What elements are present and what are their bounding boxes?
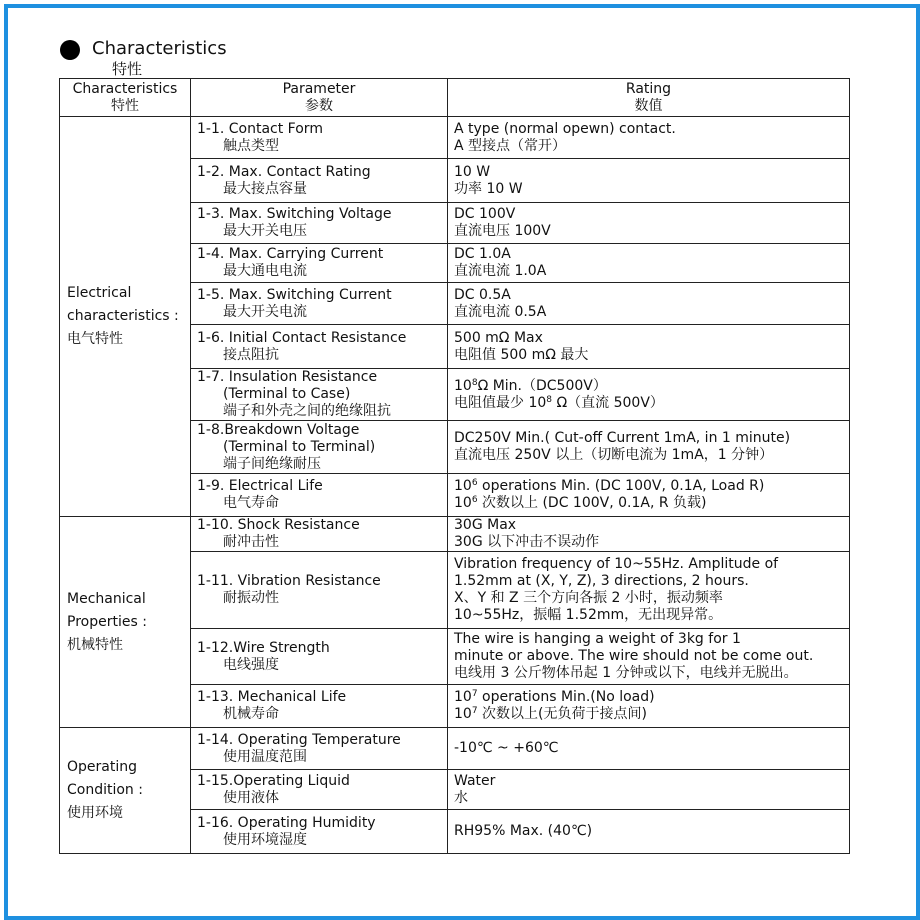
parameter-name: 1-13. Mechanical Life	[197, 689, 347, 705]
parameter-cell	[191, 810, 448, 854]
rating-text: 次数以上 (DC 100V, 0.1A, R 负载)	[477, 495, 707, 511]
rating-line: 1.52mm at (X, Y, Z), 3 directions, 2 hours.	[454, 573, 749, 589]
parameter-name: 1-12.Wire Strength	[197, 639, 330, 656]
parameter-name: 1-8.Breakdown Voltage	[197, 421, 360, 438]
parameter-name: 1-3. Max. Switching Voltage	[197, 206, 392, 222]
rating-line: Water	[454, 772, 496, 789]
rating-text: 10	[454, 478, 472, 494]
parameter-name: (Terminal to Case)	[223, 386, 351, 402]
rating-line: 直流电压 100V	[454, 223, 551, 239]
rating-cell	[448, 244, 850, 283]
rating-text: 电阻值最少 10	[454, 394, 547, 411]
parameter-name: 1-6. Initial Contact Resistance	[197, 329, 407, 346]
rating-cell	[448, 325, 850, 369]
exponent: 7	[471, 689, 478, 699]
parameter-name-cn: 耐振动性	[223, 590, 279, 606]
category-label: Properties :	[67, 613, 147, 630]
rating-text: 10	[454, 495, 472, 511]
rating-cell	[448, 728, 850, 770]
table-header-row	[60, 79, 850, 117]
parameter-cell	[191, 325, 448, 369]
rating-text: 10	[454, 706, 472, 722]
parameter-name-cn: 使用温度范围	[223, 748, 307, 765]
rating-line: 直流电流 0.5A	[454, 303, 547, 320]
rating-text: operations Min.(No load)	[477, 689, 655, 705]
rating-line: RH95% Max. (40℃)	[454, 823, 593, 839]
parameter-name-cn: 最大开关电流	[223, 303, 307, 320]
rating-line: Vibration frequency of 10~55Hz. Amplitude of	[454, 556, 779, 572]
rating-line: A 型接点（常开）	[454, 137, 567, 154]
rating-line	[454, 706, 843, 723]
rating-line	[454, 395, 843, 412]
rating-cell	[448, 203, 850, 244]
rating-text: 10	[454, 377, 472, 394]
rating-line: DC 0.5A	[454, 286, 511, 303]
parameter-name-cn: 接点阻抗	[223, 346, 279, 363]
rating-cell	[448, 629, 850, 685]
category-label: Condition :	[67, 782, 143, 798]
rating-line	[454, 689, 843, 706]
category-cell	[60, 728, 191, 854]
category-label: Electrical	[67, 285, 132, 301]
category-label: Mechanical	[67, 590, 146, 607]
table-row	[60, 728, 850, 770]
category-cell	[60, 117, 191, 517]
parameter-cell	[191, 244, 448, 283]
rating-cell	[448, 117, 850, 159]
rating-line: 30G 以下冲击不误动作	[454, 534, 600, 550]
category-label: Operating	[67, 759, 137, 775]
parameter-name: 1-9. Electrical Life	[197, 478, 323, 494]
rating-cell	[448, 283, 850, 325]
rating-cell	[448, 770, 850, 810]
rating-text: 次数以上(无负荷于接点间)	[477, 706, 647, 722]
rating-line: 500 mΩ Max	[454, 329, 543, 346]
rating-line: DC 1.0A	[454, 246, 511, 262]
parameter-cell	[191, 203, 448, 244]
rating-line: 功率 10 W	[454, 180, 523, 197]
rating-line: minute or above. The wire should not be come out.	[454, 648, 814, 664]
rating-line: -10℃ ~ +60℃	[454, 740, 559, 756]
table-row	[60, 117, 850, 159]
rating-cell	[448, 810, 850, 854]
rating-line: DC250V Min.( Cut-off Current 1mA, in 1 minute)	[454, 430, 791, 446]
exponent: 6	[471, 478, 478, 488]
parameter-name-cn: 耐冲击性	[223, 534, 279, 550]
characteristics-table	[59, 78, 850, 854]
parameter-name-cn: 触点类型	[223, 137, 279, 154]
rating-line: 10~55Hz，振幅 1.52mm，无出现异常。	[454, 607, 723, 623]
parameter-name: 1-5. Max. Switching Current	[197, 286, 392, 303]
rating-line: 直流电流 1.0A	[454, 263, 547, 279]
category-label: characteristics :	[67, 308, 179, 324]
rating-line	[454, 378, 843, 395]
exponent: 8	[546, 394, 552, 405]
rating-cell	[448, 369, 850, 421]
parameter-cell	[191, 552, 448, 629]
parameter-name: 1-2. Max. Contact Rating	[197, 163, 371, 180]
rating-line: 30G Max	[454, 517, 517, 533]
parameter-name-cn: 使用液体	[223, 789, 279, 806]
category-label: 机械特性	[67, 636, 123, 653]
rating-cell	[448, 421, 850, 474]
rating-text: Ω（直流 500V）	[552, 394, 664, 411]
rating-line: 电阻值 500 mΩ 最大	[454, 346, 589, 363]
parameter-cell	[191, 517, 448, 552]
parameter-cell	[191, 685, 448, 728]
rating-cell	[448, 685, 850, 728]
rating-cell	[448, 517, 850, 552]
rating-text: 10	[454, 689, 472, 705]
parameter-cell	[191, 421, 448, 474]
bullet-icon	[60, 40, 80, 60]
table-row	[60, 517, 850, 552]
parameter-name: 1-15.Operating Liquid	[197, 772, 350, 789]
parameter-name-cn: 最大通电电流	[223, 263, 307, 279]
parameter-name-cn: 使用环境湿度	[223, 831, 307, 848]
parameter-name: 1-14. Operating Temperature	[197, 731, 401, 748]
parameter-name-cn: 端子间绝缘耐压	[223, 455, 321, 472]
header-parameter-cn: 参数	[305, 97, 333, 114]
parameter-cell	[191, 728, 448, 770]
rating-text: operations Min. (DC 100V, 0.1A, Load R)	[477, 478, 765, 494]
parameter-name-cn: 最大开关电压	[223, 223, 307, 239]
header-characteristics-cn: 特性	[111, 97, 139, 114]
section-title-cn: 特性	[112, 60, 143, 78]
exponent: 8	[471, 377, 478, 388]
rating-cell	[448, 159, 850, 203]
parameter-name: 1-7. Insulation Resistance	[197, 369, 378, 385]
parameter-name-cn: 电气寿命	[223, 495, 279, 511]
parameter-cell	[191, 629, 448, 685]
rating-line: A type (normal opewn) contact.	[454, 120, 676, 137]
rating-cell	[448, 552, 850, 629]
header-parameter-en: Parameter	[282, 80, 356, 97]
header-rating-cn: 数值	[634, 97, 663, 114]
parameter-cell	[191, 770, 448, 810]
header-rating-en: Rating	[625, 80, 672, 97]
parameter-name-cn: 端子和外壳之间的绝缘阻抗	[223, 403, 391, 419]
parameter-cell	[191, 474, 448, 517]
rating-line: X、Y 和 Z 三个方向各振 2 小时，振动频率	[454, 590, 723, 606]
parameter-cell	[191, 117, 448, 159]
rating-line	[454, 495, 843, 512]
parameter-name: 1-1. Contact Form	[197, 120, 323, 137]
parameter-name-cn: 机械寿命	[223, 706, 279, 722]
parameter-name-cn: 最大接点容量	[223, 180, 307, 197]
parameter-name: 1-10. Shock Resistance	[197, 517, 360, 533]
rating-line	[454, 478, 843, 495]
header-characteristics-en: Characteristics	[72, 80, 178, 97]
rating-line: 10 W	[454, 163, 491, 180]
rating-line: 水	[454, 789, 468, 806]
parameter-cell	[191, 369, 448, 421]
rating-cell	[448, 474, 850, 517]
exponent: 6	[471, 495, 478, 505]
section-title-en: Characteristics	[92, 38, 227, 59]
header-characteristics	[60, 79, 191, 117]
parameter-name-cn: 电线强度	[223, 656, 279, 673]
header-parameter	[191, 79, 448, 117]
rating-line: The wire is hanging a weight of 3kg for 1	[454, 631, 741, 647]
exponent: 7	[471, 706, 478, 716]
header-rating	[448, 79, 850, 117]
parameter-name: 1-11. Vibration Resistance	[197, 573, 381, 589]
category-label: 使用环境	[67, 805, 123, 821]
rating-line: DC 100V	[454, 206, 516, 222]
parameter-name: 1-4. Max. Carrying Current	[197, 246, 384, 262]
rating-text: Ω Min.（DC500V）	[477, 377, 607, 394]
rating-line: 直流电压 250V 以上（切断电流为 1mA，1 分钟）	[454, 447, 774, 463]
parameter-cell	[191, 283, 448, 325]
category-label: 电气特性	[67, 331, 123, 347]
parameter-cell	[191, 159, 448, 203]
parameter-name: (Terminal to Terminal)	[223, 438, 376, 455]
rating-line: 电线用 3 公斤物体吊起 1 分钟或以下，电线并无脱出。	[454, 665, 798, 681]
parameter-name: 1-16. Operating Humidity	[197, 814, 376, 831]
category-cell	[60, 517, 191, 728]
